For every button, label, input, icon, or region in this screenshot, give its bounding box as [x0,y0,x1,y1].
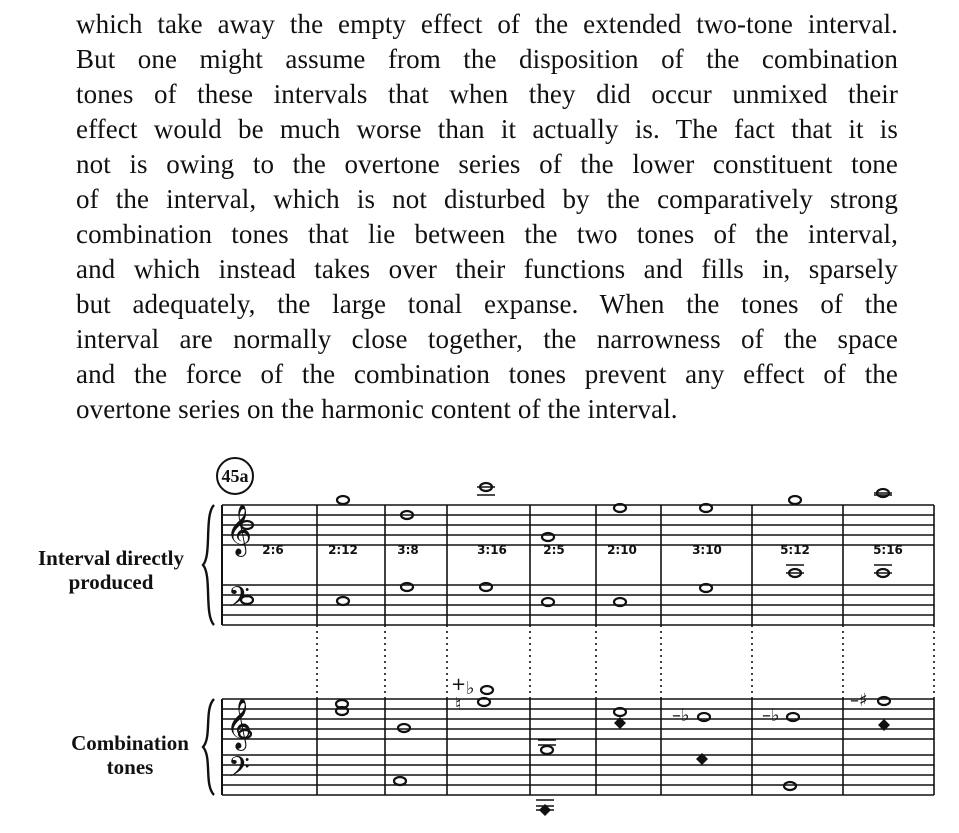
ratio-label: 3:16 [477,543,507,557]
ratio-label: 2:10 [607,543,637,557]
ratio-label: 3:8 [397,543,419,557]
text-line: tones of these intervals that when they did occur unmixed their [76,79,898,109]
svg-text:–♭: –♭ [762,705,780,726]
svg-text:𝄢: 𝄢 [228,581,250,621]
svg-text:♭: ♭ [466,678,475,699]
text-line: effect would be much worse than it actually is. The fact that it is [76,114,898,144]
text-line: of the interval, which is not disturbed by the comparatively strong [76,184,898,214]
svg-text:–♭: –♭ [672,705,690,726]
svg-text:–♯: –♯ [850,690,868,711]
svg-text:𝄢: 𝄢 [228,751,250,791]
svg-text:♮: ♮ [455,694,462,715]
text-line: which take away the empty effect of the extended two-tone interval. [76,9,898,39]
text-line: but adequately, the large tonal expanse. When the tones of the [76,289,898,319]
text-line: But one might assume from the disposition of the combination [76,44,898,74]
label-interval-directly-produced: Interval directly produced [38,546,184,594]
svg-text:+: + [451,674,467,695]
example-number: 45a [216,457,254,495]
ratio-label: 3:10 [692,543,722,557]
text-line: interval are normally close together, the narrowness of the space [76,324,898,354]
text-line: overtone series on the harmonic content of the interval. [76,394,678,424]
ratio-label: 2:12 [328,543,358,557]
text-line: and which instead takes over their functions and fills in, sparsely [76,254,898,284]
label-combination-tones: Combination tones [71,731,189,779]
ratio-label: 2:5 [543,543,565,557]
ratio-label: 5:16 [873,543,903,557]
ratio-label: 5:12 [780,543,810,557]
svg-text:𝄞: 𝄞 [226,698,253,749]
svg-text:𝄞: 𝄞 [226,504,253,555]
text-line: and the force of the combination tones prevent any effect of the [76,359,898,389]
text-line: combination tones that lie between the two tones of the interval, [76,219,898,249]
text-line: not is owing to the overtone series of the lower constituent tone [76,149,898,179]
ratio-label: 2:6 [262,543,284,557]
